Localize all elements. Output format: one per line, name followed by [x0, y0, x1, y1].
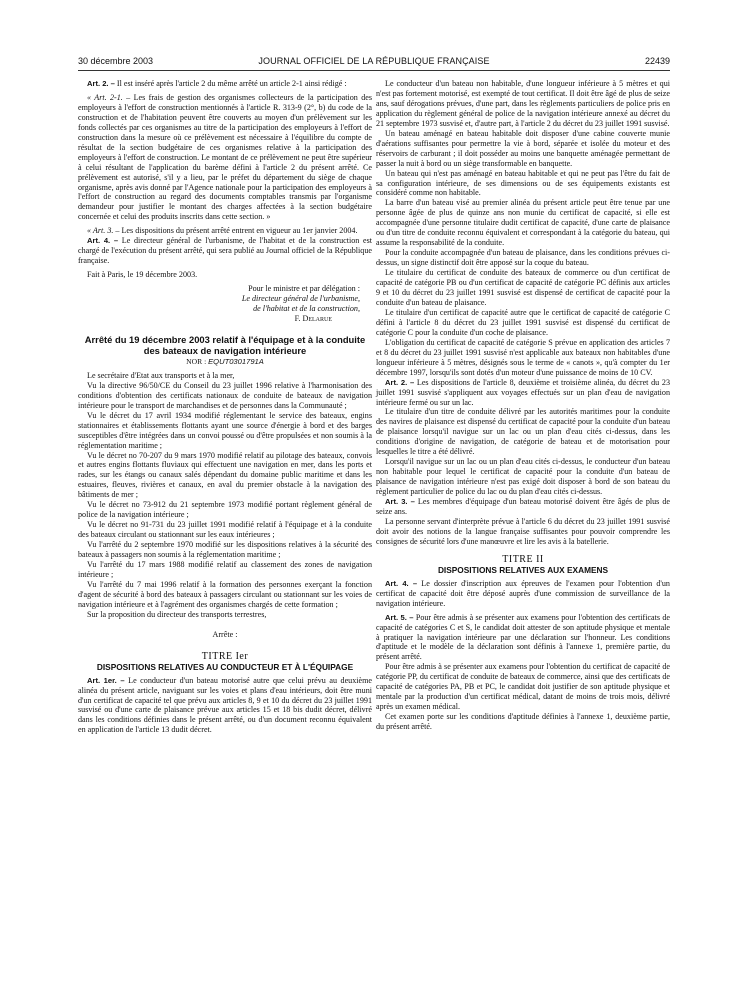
signature-line-2: Le directeur général de l'urbanisme,	[241, 294, 360, 304]
right-paragraph-9: Le titulaire d'un titre de conduite délivré par les autorités maritimes pour la conduite des navires de plaisance est dispensé du certificat de capacité pour la conduite d'un bateau de plaisance lorsqu'il navigue sur un lac ou un plan d'eau cités ci-dessus, dans les conditions d'origine de navigation, de catégorie de bateau et de motorisation pour lesquelles le titre a été délivré.	[376, 407, 670, 457]
right-column	[376, 79, 670, 732]
arrete-title: Arrêté du 19 décembre 2003 relatif à l'équipage et à la conduite des bateaux de navigation intérieure	[84, 333, 366, 356]
visa-1: Vu la directive 96/50/CE du Conseil du 23 juillet 1996 relative à l'harmonisation des conditions d'obtention des certificats nationaux de conduite de bateaux de navigation intérieure pour le transport de marchandises et de personnes dans la Communauté ;	[78, 380, 372, 410]
visa-7: Vu l'arrêté du 17 mars 1988 modifié relatif au classement des zones de navigation intérieure ;	[78, 559, 372, 579]
header-rule	[78, 70, 670, 71]
right-paragraph-6: Le titulaire du certificat de conduite des bateaux de commerce ou d'un certificat de capacité de catégorie PB ou d'un certificat de capacité de catégorie PC définis aux articles 9 et 10 du décret du 23 juillet 1991 susvisé est dispensé de certificat de capacité pour la conduite d'un bateau de plaisance.	[376, 268, 670, 307]
page-header	[78, 56, 670, 70]
right-paragraph-7: Le titulaire d'un certificat de capacité autre que le certificat de capacité de catégorie C défini à l'article 8 du décret du 23 juillet 1991 susvisé est dispensé du certificat de catégorie C pour la conduite d'un coche de plaisance.	[376, 307, 670, 337]
signature-line-3: de l'habitat et de la construction,	[253, 304, 360, 314]
titre-1: TITRE Ier	[201, 650, 249, 662]
art4-paragraph: Art. 4. – Le directeur général de l'urbanisme, de l'habitat et de la construction est chargé de l'exécution du présent arrêté, qui sera publié au Journal officiel de la République française.	[78, 236, 372, 266]
right-paragraph-5: Pour la conduite accompagnée d'un bateau de plaisance, dans les conditions prévues ci-dessus, un signe distinctif doit être apposé sur la coque du bateau.	[376, 248, 670, 268]
right-art5-label: Art. 5. –	[385, 612, 414, 622]
art21-paragraph: « Art. 2-1. – Les frais de gestion des organismes collecteurs de la participation des employeurs à l'effort de construction mentionnés à l'article R. 313-9 (2°, b) du code de la construction et de l'habitation peuvent être couverts au moyen d'un prélèvement sur les fonds collectés par ces organismes au titre de la participation des employeurs à l'effort de construction dans la mesure où ce prélèvement est nécessaire à l'équilibre du compte de résultat de la section budgétaire de ces organismes relative à la participation des employeurs à l'effort de construction. Le montant de ce prélèvement ne peut être supérieur à celui résultant de l'application du barème défini à l'article 2 du présent arrêté. Ce prélèvement est autorisé, s'il y a lieu, par le préfet du département du siège de chaque organisme, après avis donné par l'Agence nationale pour la participation des employeurs à l'effort de construction au regard des documents comptables transmis par l'organisme demandeur pour justifier le montant des charges affectées à la section budgétaire concernée et celui des produits inscrits dans cette section. »	[78, 92, 372, 222]
signature-name: F. Delarue	[294, 313, 332, 323]
art1-label: Art. 1er. –	[87, 675, 125, 685]
art21-label: « Art. 2-1. –	[87, 92, 131, 102]
visa-6: Vu l'arrêté du 2 septembre 1970 modifié sur les dispositions relatives à la sécurité des bateaux à passagers non soumis à la réglementation maritime ;	[78, 540, 372, 560]
right-paragraph-4: La barre d'un bateau visé au premier alinéa du présent article peut être tenue par une personne âgée de plus de quinze ans non munie du certificat de capacité, si elle est accompagnée d'une personne titulaire dudit certificat de capacité, d'une carte de plaisance ou d'un titre de conduite reconnu équivalent et correspondant à la catégorie du bateau, qui assume la responsabilité de la conduite.	[376, 198, 670, 248]
header-title: JOURNAL OFFICIEL DE LA RÉPUBLIQUE FRANÇAISE	[258, 56, 490, 66]
right-art2-paragraph: Art. 2. – Les dispositions de l'article 8, deuxième et troisième alinéa, du décret du 23 juillet 1991 susvisé s'appliquent aux voyages effectués sur un plan d'eau de navigation intérieure fermé ou sur un lac.	[376, 377, 671, 407]
signature-line-1: Pour le ministre et par délégation :	[248, 284, 360, 294]
visa-3: Vu le décret no 70-207 du 9 mars 1970 modifié relatif au pilotage des bateaux, convois et autres engins flottants fluviaux qui effectuent une navigation en mer, dans les ports et rades, sur les étangs ou canaux salés dépendant du domaine public maritime et dans les estuaires, fleuves, rivières et canaux, en aval du premier obstacle à la navigation des bâtiments de mer ;	[78, 450, 372, 500]
right-art2-label: Art. 2. –	[385, 377, 415, 387]
titre-2-subtitle: DISPOSITIONS RELATIVES AUX EXAMENS	[437, 564, 609, 575]
visa-2: Vu le décret du 17 avril 1934 modifié réglementant le service des bateaux, engins stationnaires et établissements flottants ayant une source d'énergie à bord et des barges susceptibles d'être intégrées dans un convoi poussé ou d'être propulsées et non soumis à la réglementation maritime ;	[78, 410, 372, 450]
header-page-number: 22439	[644, 56, 670, 66]
art3-label: « Art. 3. –	[87, 226, 120, 236]
right-art4-paragraph: Art. 4. – Le dossier d'inscription aux épreuves de l'examen pour l'obtention d'un certificat de capacité doit être déposé auprès d'une commission de surveillance de la navigation intérieure.	[376, 578, 670, 608]
right-paragraph-12: Pour être admis à se présenter aux examens pour l'obtention du certificat de capacité de catégorie PP, du certificat de conduite de bateaux de commerce, ainsi que des certificats de capacité de catégories PA, PB et PC, le candidat doit justifier de son aptitude physique et mentale par la production d'un certificat médical, datant de moins de trois mois, délivré après un examen médical.	[376, 662, 670, 712]
right-art5-paragraph: Art. 5. – Pour être admis à se présenter aux examens pour l'obtention des certificats de capacité de catégories C et S, le candidat doit attester de son aptitude physique et mentale à pratiquer la navigation intérieure par une déclaration sur l'honneur. Les conditions d'aptitude et le modèle de la déclaration sont définis à l'annexe 1, première partie, du présent arrêté.	[376, 612, 670, 662]
right-art3-paragraph: Art. 3. – Les membres d'équipage d'un bateau motorisé doivent être âgés de plus de seize ans.	[376, 497, 670, 516]
titre-1-subtitle: DISPOSITIONS RELATIVES AU CONDUCTEUR ET À L'ÉQUIPAGE	[96, 661, 354, 672]
right-paragraph-13: Cet examen porte sur les conditions d'aptitude définies à l'annexe 1, deuxième partie, du présent arrêté.	[376, 712, 670, 732]
right-art3-label: Art. 3. –	[385, 497, 415, 507]
intro: Le secrétaire d'Etat aux transports et à la mer,	[87, 370, 235, 380]
art2-paragraph: Art. 2. – Il est inséré après l'article 2 du même arrêté un article 2-1 ainsi rédigé :	[87, 79, 347, 88]
right-paragraph-10: Lorsqu'il navigue sur un lac ou un plan d'eau cités ci-dessus, le conducteur d'un bateau non habitable pour lequel le certificat de capacité pour la conduite d'un bateau de plaisance de navigation intérieure n'est pas exigé doit disposer à bord de son bateau du règlement particulier de police du lac ou du plan d'eau cités ci-dessus.	[376, 457, 670, 497]
right-paragraph-8: L'obligation du certificat de capacité de catégorie S prévue en application des articles 7 et 8 du décret du 23 juillet 1991 susvisé n'est applicable aux bateaux non habitables d'une longueur inférieure à 5 mètres, désignés sous le terme de « canots », qu'à compter du 1er décembre 1997, lorsqu'ils sont dotés d'un moteur d'une puissance de moins de 10 CV.	[376, 337, 670, 377]
nor-value: EQUT0301791A	[208, 356, 264, 366]
arrete-label: Arrête :	[212, 629, 238, 639]
art3-paragraph: « Art. 3. – Les dispositions du présent arrêté entrent en vigueur au 1er janvier 2004.	[87, 226, 358, 236]
right-paragraph-2: Un bateau aménagé en bateau habitable doit disposer d'une cabine couverte munie d'aérations suffisantes pour permettre la vie à bord, séparée et isolée du moteur et des réservoirs de carburant ; il doit posséder au moins une banquette aménagée permettant de passer la nuit à bord ou un siège transformable en banquette.	[376, 128, 670, 168]
left-column	[78, 79, 372, 735]
fait-line: Fait à Paris, le 19 décembre 2003.	[87, 270, 198, 280]
right-art4-label: Art. 4. –	[385, 578, 418, 588]
art1-paragraph: Art. 1er. – Le conducteur d'un bateau motorisé autre que celui prévu au deuxième alinéa du présent article, naviguant sur les voies et plans d'eau intérieurs, doit être muni d'un certificat de capacité tel que prévu aux articles 8, 9 et 10 du décret du 23 juillet 1991 susvisé ou d'une carte de plaisance prévue aux articles 15 et 18 bis dudit décret, délivré dans les conditions définies dans le présent arrêté, ou d'un document reconnu équivalent en application de l'article 13 dudit décret.	[78, 675, 372, 735]
nor-line: NOR : EQUT0301791A	[186, 356, 264, 366]
art4-label: Art. 4. –	[87, 236, 119, 246]
titre-2: TITRE II	[502, 553, 544, 565]
visa-4: Vu le décret no 73-912 du 21 septembre 1973 modifié portant règlement général de police de la navigation intérieure ;	[78, 500, 372, 520]
header-date: 30 décembre 2003	[78, 56, 154, 66]
visa-5: Vu le décret no 91-731 du 23 juillet 1991 modifié relatif à l'équipage et à la conduite des bateaux circulant ou stationnant sur les eaux intérieures ;	[78, 520, 372, 540]
right-paragraph-3: Un bateau qui n'est pas aménagé en bateau habitable et qui ne peut pas l'être du fait de sa configuration intérieure, de ses dimensions ou de ses équipements existants est considéré comme non habitable.	[376, 168, 670, 198]
right-paragraph-11: La personne servant d'interprète prévue à l'article 6 du décret du 23 juillet 1991 susvisé doit avoir des notions de la langue française suffisantes pour pouvoir comprendre les consignes de sécurité lors d'une manœuvre et lire les avis à la batellerie.	[376, 516, 670, 546]
visa-8: Vu l'arrêté du 7 mai 1996 relatif à la formation des personnes exerçant la fonction d'agent de sécurité à bord des bateaux à passagers circulant ou stationnant sur les voies de navigation intérieure et à l'agrément des organismes chargés de cette formation ;	[78, 579, 372, 609]
visa-9: Sur la proposition du directeur des transports terrestres,	[87, 609, 267, 619]
right-paragraph-1: Le conducteur d'un bateau non habitable, d'une longueur inférieure à 5 mètres et qui n'est pas fortement motorisé, est exempté de tout certificat. Il doit être âgé de plus de seize ans, sauf dérogations prévues, d'une part, dans les règlements particuliers de police pris en application du règlement général de police de la navigation intérieure annexé au décret du 21 septembre 1973 susvisé et, d'autre part, à l'article 2 du décret du 23 juillet 1991 susvisé.	[376, 79, 670, 128]
art2-label: Art. 2. –	[87, 79, 115, 88]
